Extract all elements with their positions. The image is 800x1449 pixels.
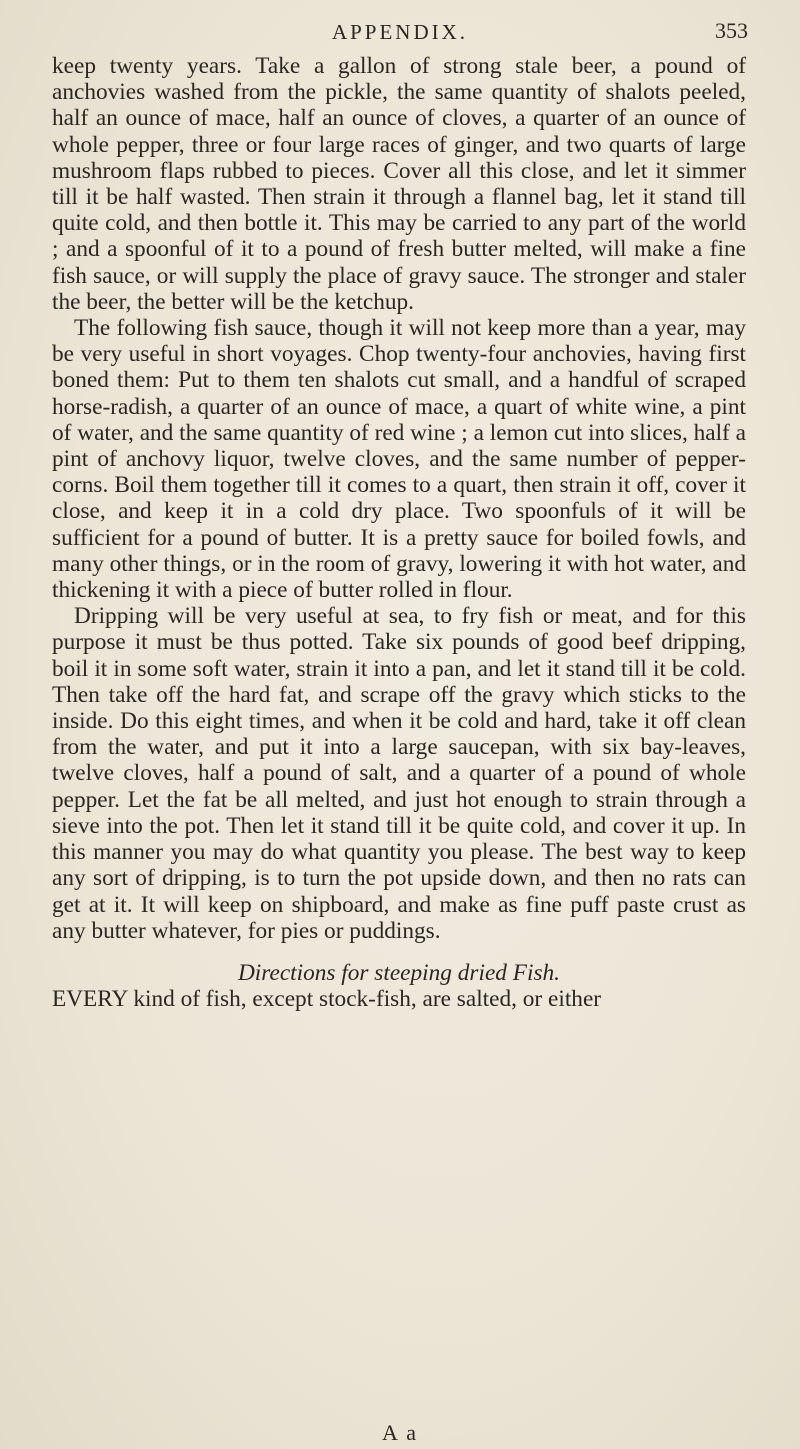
running-head	[52, 14, 748, 50]
paragraph-ketchup: keep twenty years. Take a gallon of strong stale beer, a pound of anchovies washed from the pickle, the same quantity of shalots peeled, half an ounce of mace, half an ounce of cloves, a quarter of an ounce of whole pepper, three or four large races of ginger, and two quarts of large mushroom flaps rubbed to pieces. Cover all this close, and let it simmer till it be half wasted. Then strain it through a flannel bag, let it stand till quite cold, and then bottle it. This may be carried to any part of the world ; and a spoonful of it to a pound of fresh butter melted, will make a fine fish sauce, or will supply the place of gravy sauce. The stronger and staler the beer, the better will be the ketchup.	[52, 53, 746, 315]
section-heading: Directions for steeping dried Fish.	[237, 959, 561, 986]
paragraph-fish-sauce: The following fish sauce, though it will not keep more than a year, may be very useful in short voyages. Chop twenty-four anchovies, having first boned them: Put to them ten shalots cut small, and a handful of scraped horse-radish, a quarter of an ounce of mace, a quart of white wine, a pint of water, and the same quantity of red wine ; a lemon cut into slices, half a pint of anchovy liquor, twelve cloves, and the same number of pepper-corns. Boil them together till it comes to a quart, then strain it off, cover it close, and keep it in a cold dry place. Two spoonfuls of it will be sufficient for a pound of butter. It is a pretty sauce for boiled fowls, and many other things, or in the room of gravy, lowering it with hot water, and thickening it with a piece of butter rolled in flour.	[52, 315, 746, 604]
paragraph-steeping-fish: EVERY kind of fish, except stock-fish, are salted, or either	[52, 986, 602, 1013]
running-title: APPENDIX.	[331, 20, 469, 44]
page-number: 353	[715, 18, 748, 43]
signature-mark: A a	[382, 1420, 418, 1445]
body-text	[52, 53, 746, 1012]
paragraph-dripping: Dripping will be very useful at sea, to fry fish or meat, and for this purpose it must be thus potted. Take six pounds of good beef dripping, boil it in some soft water, strain it into a pan, and let it stand till it be cold. Then take off the hard fat, and scrape off the gravy which sticks to the inside. Do this eight times, and when it be cold and hard, take it off clean from the water, and put it into a large saucepan, with six bay-leaves, twelve cloves, half a pound of salt, and a quarter of a pound of whole pepper. Let the fat be all melted, and just hot enough to strain through a sieve into the pot. Then let it stand till it be quite cold, and cover it up. In this manner you may do what quantity you please. The best way to keep any sort of dripping, is to turn the pot upside down, and then no rats can get at it. It will keep on shipboard, and make as fine puff paste crust as any butter whatever, for pies or puddings.	[52, 603, 746, 944]
